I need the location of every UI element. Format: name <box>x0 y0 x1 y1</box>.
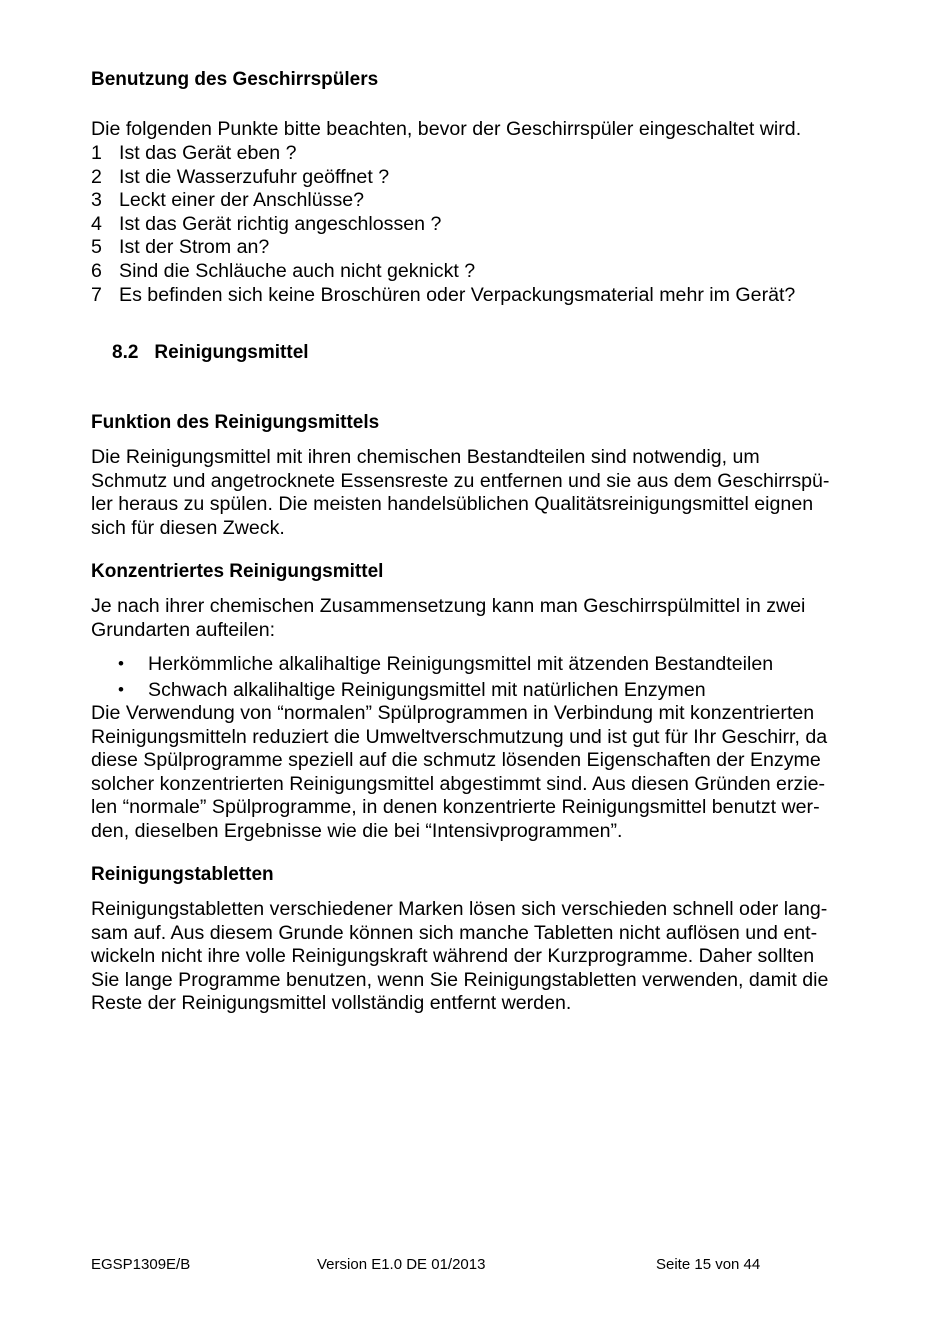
function-heading: Funktion des Reinigungsmittels <box>91 412 380 433</box>
checklist-number: 1 <box>91 142 102 164</box>
paragraph-line: len “normale” Spülprogramme, in denen konzentrierte Reinigungsmittel benutzt wer- <box>91 796 820 819</box>
checklist-number: 3 <box>91 189 102 212</box>
footer-model: EGSP1309E/B <box>91 1256 191 1273</box>
checklist-item <box>91 213 795 237</box>
paragraph-line: ler heraus zu spülen. Die meisten handelsüblichen Qualitätsreinigungsmittel eignen <box>91 493 814 516</box>
paragraph-line: sich für diesen Zweck. <box>91 516 285 539</box>
list-item <box>118 651 773 677</box>
bullet-icon: • <box>118 654 124 673</box>
checklist-text: Sind die Schläuche auch nicht geknickt ? <box>119 259 476 282</box>
concentrated-paragraph <box>91 702 881 844</box>
tablets-heading: Reinigungstabletten <box>91 864 274 885</box>
checklist-item <box>91 189 795 213</box>
section-number: 8.2 <box>112 342 139 363</box>
section-title: Reinigungsmittel <box>154 342 309 363</box>
checklist-item <box>91 236 795 260</box>
paragraph-line: Je nach ihrer chemischen Zusammensetzung kann man Geschirrspülmittel in zwei <box>91 595 806 617</box>
checklist-number: 2 <box>91 165 102 188</box>
concentrated-heading: Konzentriertes Reinigungsmittel <box>91 561 384 582</box>
paragraph-line: Reinigungstabletten verschiedener Marken lösen sich verschieden schnell oder lang- <box>91 898 828 920</box>
paragraph-line: wickeln nicht ihre volle Reinigungskraft während der Kurzprogramme. Daher sollten <box>91 945 815 968</box>
function-paragraph <box>91 446 881 540</box>
usage-heading: Benutzung des Geschirrspülers <box>91 69 379 90</box>
bullet-icon: • <box>118 680 124 699</box>
usage-intro: Die folgenden Punkte bitte beachten, bevor der Geschirrspüler eingeschaltet wird. <box>91 118 802 140</box>
checklist-text: Ist die Wasserzufuhr geöffnet ? <box>119 165 390 188</box>
checklist-number: 4 <box>91 212 102 235</box>
paragraph-line: Die Verwendung von “normalen” Spülprogrammen in Verbindung mit konzentrierten <box>91 702 815 724</box>
checklist <box>91 142 795 307</box>
checklist-item <box>91 284 795 308</box>
tablets-paragraph <box>91 898 881 1016</box>
footer-version: Version E1.0 DE 01/2013 <box>317 1256 486 1273</box>
paragraph-line: Reinigungsmitteln reduziert die Umweltverschmutzung und ist gut für Ihr Geschirr, da <box>91 725 828 748</box>
paragraph-line: Reste der Reinigungsmittel vollständig entfernt werden. <box>91 992 572 1015</box>
concentrated-intro <box>91 595 881 642</box>
checklist-text: Ist das Gerät richtig angeschlossen ? <box>119 212 442 235</box>
list-item <box>118 677 773 703</box>
paragraph-line: Schmutz und angetrocknete Essensreste zu entfernen und sie aus dem Geschirrspü- <box>91 469 830 492</box>
checklist-text: Ist das Gerät eben ? <box>119 142 297 164</box>
paragraph-line: Grundarten aufteilen: <box>91 618 276 641</box>
checklist-item <box>91 260 795 284</box>
footer-page-number: Seite 15 von 44 <box>656 1256 761 1273</box>
paragraph-line: solcher konzentrierten Reinigungsmittel abgestimmt sind. Aus diesen Gründen erzie- <box>91 772 826 795</box>
list-item-text: Schwach alkalihaltige Reinigungsmittel mit natürlichen Enzymen <box>148 679 706 701</box>
paragraph-line: diese Spülprogramme speziell auf die schmutz lösenden Eigenschaften der Enzyme <box>91 749 821 772</box>
section-heading-8-2 <box>112 341 309 365</box>
checklist-number: 6 <box>91 259 102 282</box>
paragraph-line: sam auf. Aus diesem Grunde können sich manche Tabletten nicht auflösen und ent- <box>91 921 818 944</box>
list-item-text: Herkömmliche alkalihaltige Reinigungsmittel mit ätzenden Bestandteilen <box>148 653 774 675</box>
checklist-text: Es befinden sich keine Broschüren oder Verpackungsmaterial mehr im Gerät? <box>119 283 796 306</box>
checklist-number: 7 <box>91 283 102 306</box>
checklist-number: 5 <box>91 236 102 259</box>
checklist-text: Leckt einer der Anschlüsse? <box>119 189 365 212</box>
checklist-text: Ist der Strom an? <box>119 236 270 259</box>
checklist-item <box>91 142 795 166</box>
paragraph-line: Die Reinigungsmittel mit ihren chemischen Bestandteilen sind notwendig, um <box>91 446 760 468</box>
detergent-types-list <box>118 651 773 703</box>
paragraph-line: Sie lange Programme benutzen, wenn Sie Reinigungstabletten verwenden, damit die <box>91 968 829 991</box>
paragraph-line: den, dieselben Ergebnisse wie die bei “Intensivprogrammen”. <box>91 819 623 842</box>
checklist-item <box>91 166 795 190</box>
